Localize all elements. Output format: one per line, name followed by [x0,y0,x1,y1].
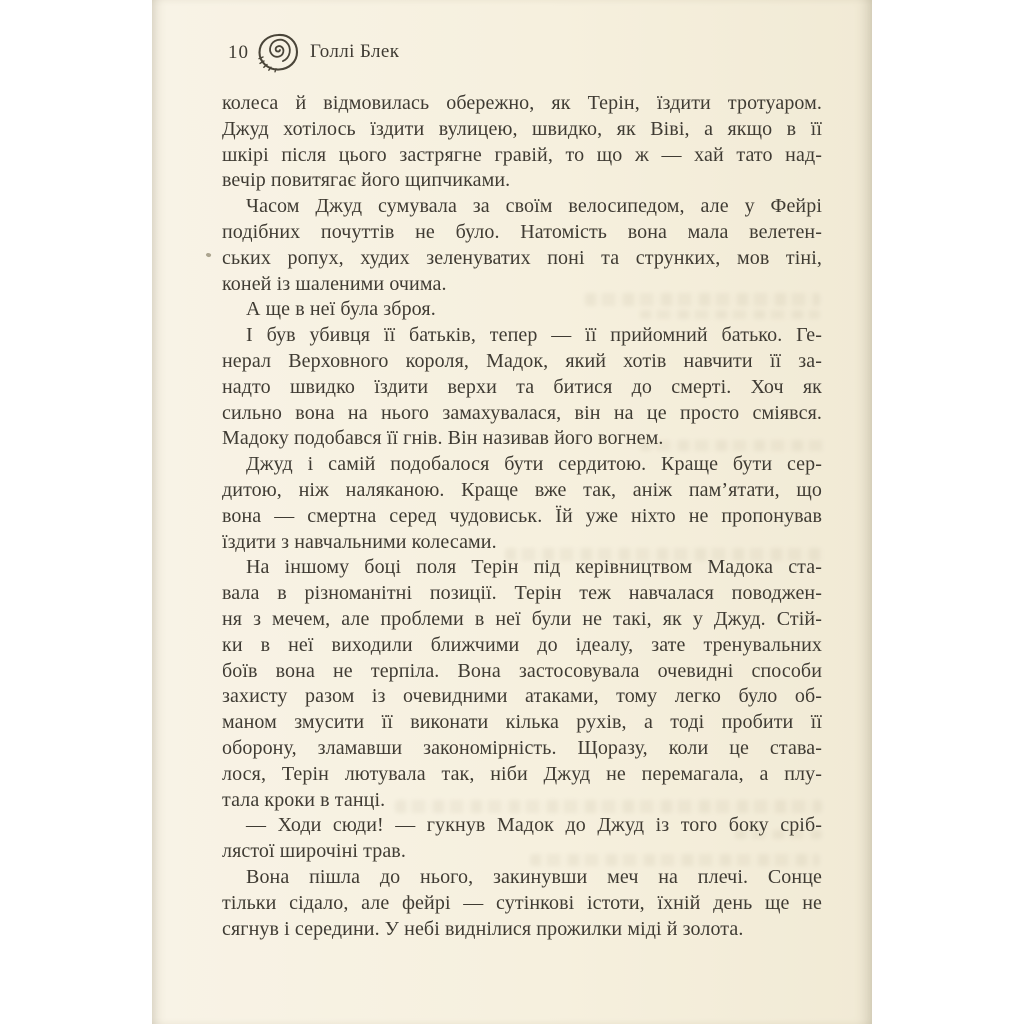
bleed-through-smudge [395,800,822,813]
text-line: подібних почуттів не було. Натомість вона мала велетен- [222,220,822,243]
text-line: вечір повитягає його щипчиками. [222,169,511,192]
text-line: Джуд і самій подобалося бути сердитою. Краще бути сер- [246,453,822,476]
text-line: лося, Терін лютувала так, ніби Джуд не перемагала, а плу- [222,762,822,785]
bleed-through-smudge [530,854,820,866]
page-number: 10 [228,42,249,63]
text-line: тільки сідало, але фейрі — сутінкові істоти, їхній день ще не [222,891,822,914]
text-line: колеса й відмовилась обережно, як Терін, їздити тротуаром. [222,92,822,114]
text-line: оборону, зламавши закономірність. Щоразу, коли це става- [222,736,822,759]
text-line: боїв вона не терпіла. Вона застосовувала очевидні способи [222,659,822,682]
text-line: На іншому боці поля Терін під керівництвом Мадока ста- [246,556,822,579]
bleed-through-smudge [735,830,822,839]
text-line: тала кроки в танці. [222,788,386,811]
text-line: лястої широчіні трав. [222,840,406,863]
page-body-text [222,91,822,942]
text-line: сягнув і середини. У небі виднілися прожилки міді й золота. [222,917,744,940]
text-line: ки в неї виходили ближчими до ідеалу, зате тренувальних [222,633,822,656]
author-running-head: Голлі Блек [310,41,400,62]
text-line: Вона пішла до нього, закинувши меч на плечі. Сонце [246,865,822,888]
text-line: ня з мечем, але проблеми в неї були не такі, як у Джуд. Стій- [222,607,822,630]
text-line: їздити з навчальними колесами. [222,530,497,553]
bleed-through-smudge [505,548,825,561]
text-line: Мадоку подобався її гнів. Він називав його вогнем. [222,427,664,450]
text-line: І був убивця її батьків, тепер — її прийомний батько. Ге- [246,324,822,347]
text-line: А ще в неї була зброя. [246,298,436,321]
snail-shell-icon [254,28,302,76]
text-line: маном змусити її виконати кілька рухів, а тоді пробити її [222,711,822,734]
dust-speck [205,252,211,258]
bleed-through-smudge [585,293,820,306]
text-line: коней із шаленими очима. [222,272,447,295]
text-line: нерал Верховного короля, Мадок, який хотів навчити її за- [222,349,822,372]
text-line: — Ходи сюди! — гукнув Мадок до Джуд із того боку сріб- [246,814,822,837]
text-line: дитою, ніж наляканою. Краще вже так, аніж пам’ятати, що [222,478,822,501]
text-line: шкірі після цього застрягне гравій, то що ж — хай тато над- [222,143,822,166]
text-line: Часом Джуд сумувала за своїм велосипедом, але у Фейрі [246,195,822,218]
text-line: надто швидко їздити верхи та битися до смерті. Хоч як [222,375,822,398]
text-line: сильно вона на нього замахувалася, він на це просто сміявся. [222,401,822,424]
bleed-through-smudge [640,440,825,451]
book-page [152,0,872,1024]
text-line: захисту разом із очевидними атаками, тому легко було об- [222,685,822,708]
bleed-through-smudge [640,310,820,319]
text-line: вала в різноманітні позиції. Терін теж навчалася поводжен- [222,582,822,605]
text-line: ських ропух, худих зеленуватих поні та струнких, мов тіні, [222,246,822,269]
text-line: вона — смертна серед чудовиськ. Їй уже ніхто не пропонував [222,504,822,527]
text-line: Джуд хотілось їздити вулицею, швидко, як Віві, а якщо в її [222,117,822,140]
